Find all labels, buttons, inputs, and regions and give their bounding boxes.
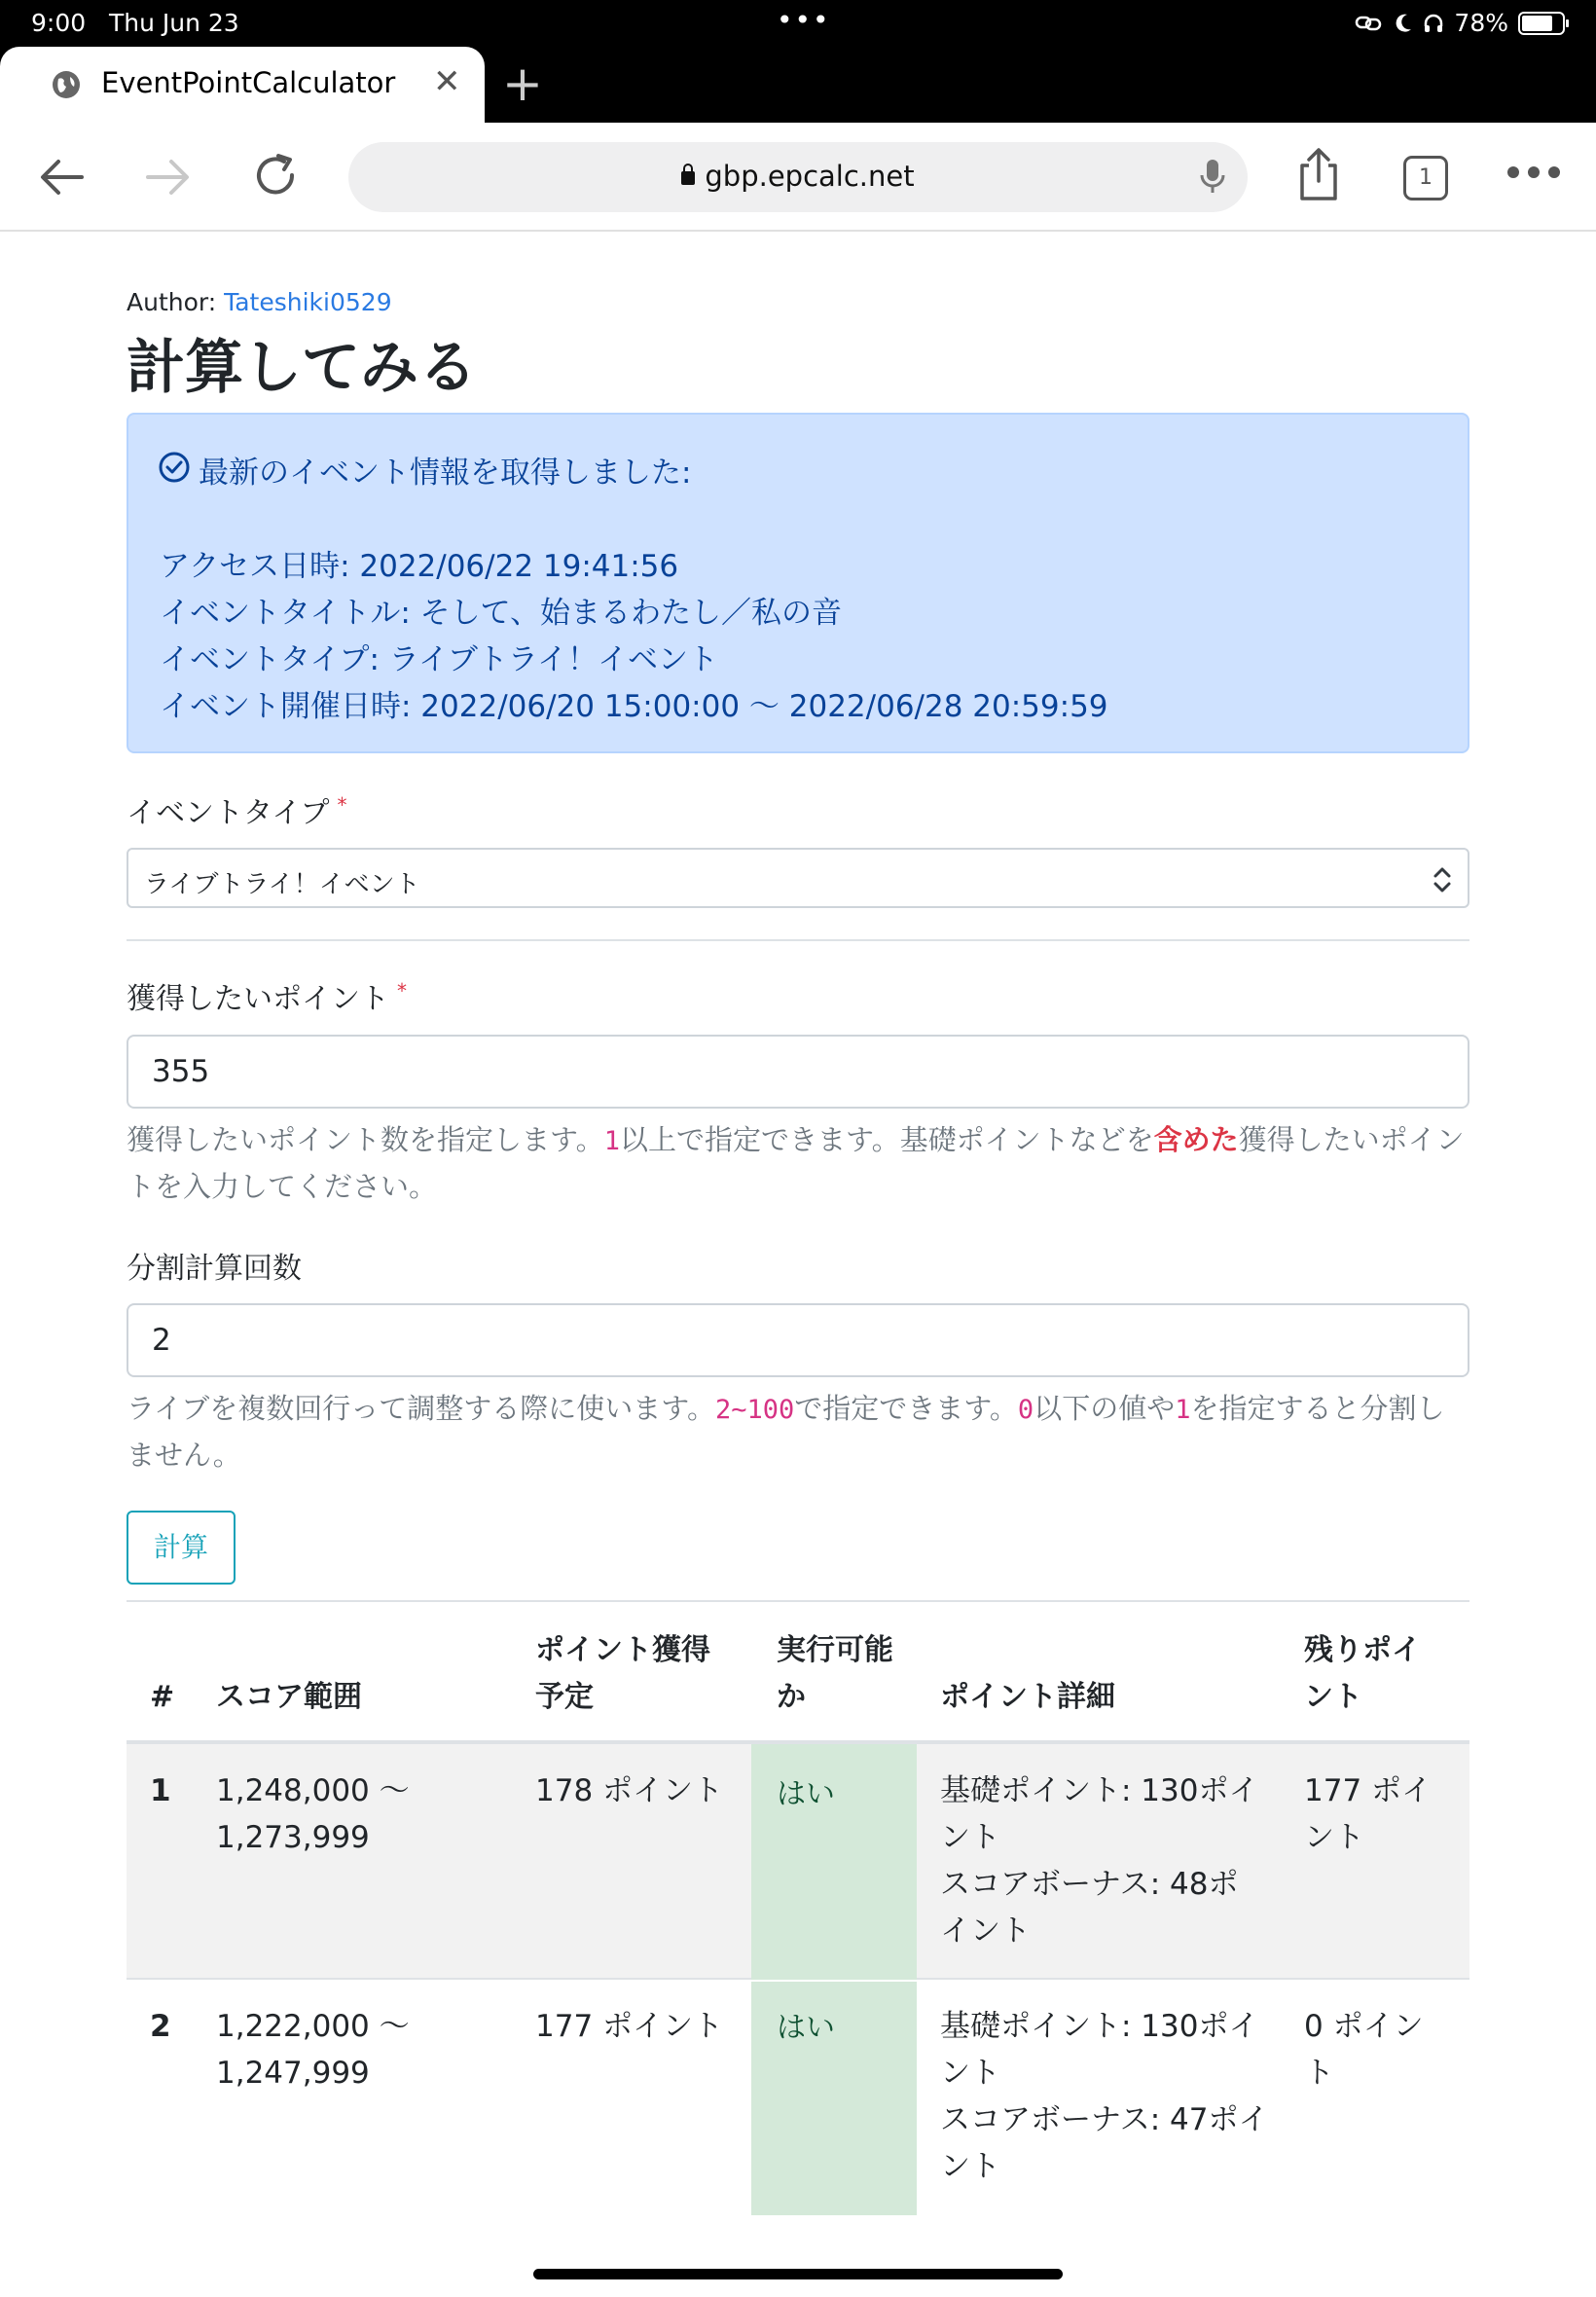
split-value: 2 [152, 1323, 171, 1358]
event-type-select[interactable] [127, 848, 1469, 908]
row-score-range: 1,222,000 〜 1,247,999 [216, 2009, 410, 2091]
globe-icon [51, 69, 82, 100]
check-circle-icon [158, 451, 191, 484]
battery-icon [1518, 12, 1565, 35]
row-feasible: はい [777, 1777, 835, 1811]
header-remaining: 残りポイ ント [1304, 1633, 1421, 1714]
tabs-icon[interactable]: 1 [1403, 156, 1448, 201]
row-feasible-cell [751, 1744, 917, 1980]
tab-title: EventPointCalculator [101, 66, 396, 99]
split-help: ライブを複数回行って調整する際に使います。2~100で指定できます。0以下の値や1を指定すると分割しません。 [127, 1392, 1445, 1472]
tab-strip [0, 47, 1596, 123]
required-mark: * [397, 979, 407, 1003]
row-detail: 基礎ポイント: 130ポイ ント スコアボーナス: 47ポイ ント [940, 2009, 1269, 2184]
table-row [127, 1744, 1469, 1980]
select-chevron-icon [1431, 864, 1454, 895]
browser-toolbar [0, 123, 1596, 232]
forward-icon[interactable] [140, 150, 195, 204]
alert-event-period: イベント開催日時: 2022/06/20 15:00:00 〜 2022/06/28 20:59:59 [160, 689, 1108, 724]
points-help: 獲得したいポイント数を指定します。1以上で指定できます。基礎ポイントなどを含めた獲得したいポイントを入力してください。 [127, 1123, 1465, 1203]
row-detail: 基礎ポイント: 130ポイ ント スコアボーナス: 48ポ イント [940, 1773, 1259, 1949]
close-icon[interactable]: ✕ [433, 62, 461, 101]
browser-tab[interactable] [0, 47, 485, 123]
lock-icon [681, 171, 695, 185]
status-bar [0, 0, 1596, 47]
link-icon [1355, 14, 1384, 33]
split-label: 分割計算回数 [127, 1252, 302, 1286]
calculate-button[interactable]: 計算 [127, 1511, 236, 1585]
status-right [1355, 9, 1565, 37]
table-header [127, 1600, 1469, 1744]
plus-icon[interactable]: + [502, 55, 543, 112]
header-feasible: 実行可能 か [777, 1633, 893, 1714]
row-feasible-cell [751, 1982, 917, 2215]
header-points-planned: ポイント獲得 予定 [535, 1633, 710, 1714]
row-num: 2 [150, 2009, 171, 2044]
row-points-planned: 178 ポイント [535, 1773, 724, 1808]
points-value: 355 [152, 1054, 210, 1089]
split-input[interactable] [127, 1303, 1469, 1377]
home-indicator[interactable] [533, 2269, 1063, 2279]
points-label: 獲得したいポイント * [127, 979, 407, 1016]
row-num: 1 [150, 1773, 171, 1808]
row-remaining: 0 ポイン ト [1304, 2009, 1424, 2091]
alert-event-title: イベントタイトル: そして、始まるわたし／私の音 [160, 596, 843, 631]
page-title: 計算してみる [127, 334, 477, 402]
header-detail: ポイント詳細 [940, 1680, 1115, 1714]
back-icon[interactable] [35, 150, 90, 204]
event-type-value: ライブトライ！イベント [144, 870, 420, 899]
battery-percent: 78% [1454, 9, 1508, 37]
address-bar[interactable] [348, 142, 1248, 212]
event-type-label: イベントタイプ * [127, 793, 347, 830]
author-link[interactable]: Tateshiki0529 [224, 288, 392, 316]
row-score-range: 1,248,000 〜 1,273,999 [216, 1773, 410, 1855]
divider [127, 939, 1469, 941]
event-info-alert [127, 413, 1469, 753]
alert-event-type: イベントタイプ: ライブトライ！イベント [160, 642, 718, 677]
more-icon[interactable] [1506, 165, 1561, 179]
required-mark: * [337, 793, 347, 817]
table-row [127, 1982, 1469, 2215]
multitasking-dots-icon[interactable]: ••• [777, 4, 831, 36]
points-input[interactable] [127, 1035, 1469, 1109]
mic-icon[interactable] [1199, 158, 1226, 197]
status-time: 9:00 Thu Jun 23 [31, 9, 239, 37]
reload-icon[interactable] [249, 150, 304, 204]
row-feasible: はい [777, 2011, 835, 2045]
header-score-range: スコア範囲 [216, 1680, 362, 1714]
headphones-icon [1423, 13, 1444, 34]
alert-heading: 最新のイベント情報を取得しました: [199, 456, 692, 491]
row-points-planned: 177 ポイント [535, 2009, 724, 2044]
row-remaining: 177 ポイ ント [1304, 1773, 1433, 1855]
author-line: Author: Tateshiki0529 [127, 288, 392, 316]
share-icon[interactable] [1294, 146, 1343, 204]
moon-icon [1394, 13, 1413, 34]
alert-access-time: アクセス日時: 2022/06/22 19:41:56 [160, 549, 679, 584]
header-num: # [150, 1680, 175, 1714]
url-text: gbp.epcalc.net [705, 160, 915, 193]
